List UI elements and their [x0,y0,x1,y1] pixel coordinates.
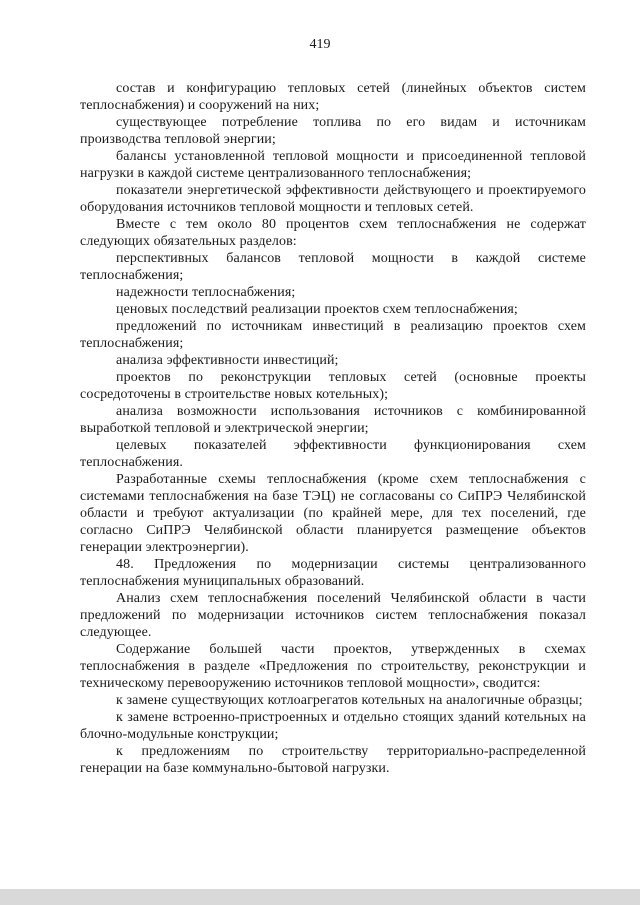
paragraph: целевых показателей эффективности функционирования схем теплоснабжения. [80,438,586,470]
paragraph: состав и конфигурацию тепловых сетей (линейных объектов систем теплоснабжения) и сооружений на них; [80,81,586,113]
paragraph: Разработанные схемы теплоснабжения (кроме схем теплоснабжения с системами теплоснабжения на базе ТЭЦ) не согласованы со СиПРЭ Челябинской области и требуют актуализации (по крайней мере, для тех поселений, где согласно СиПРЭ Челябинской области планируется размещение объектов генерации электроэнергии). [80,472,586,555]
paragraph: перспективных балансов тепловой мощности в каждой системе теплоснабжения; [80,251,586,283]
section-heading: 48. Предложения по модернизации системы централизованного теплоснабжения муниципальных образований. [80,557,586,589]
paragraph: проектов по реконструкции тепловых сетей (основные проекты сосредоточены в строительстве новых котельных); [80,370,586,402]
paragraph: анализа возможности использования источников с комбинированной выработкой тепловой и электрической энергии; [80,404,586,436]
paragraph: к предложениям по строительству территориально-распределенной генерации на базе коммунально-бытовой нагрузки. [80,744,586,776]
paragraph: ценовых последствий реализации проектов схем теплоснабжения; [116,302,518,317]
paragraph: существующее потребление топлива по его видам и источникам производства тепловой энергии; [80,115,586,147]
body-text [80,80,586,777]
paragraph: балансы установленной тепловой мощности и присоединенной тепловой нагрузки в каждой системе централизованного теплоснабжения; [80,149,586,181]
paragraph: Анализ схем теплоснабжения поселений Челябинской области в части предложений по модернизации источников систем теплоснабжения показал следующее. [80,591,586,640]
paragraph: показатели энергетической эффективности действующего и проектируемого оборудования источников тепловой мощности и тепловых сетей. [80,183,586,215]
paragraph: предложений по источникам инвестиций в реализацию проектов схем теплоснабжения; [80,319,586,351]
paragraph: к замене встроенно-пристроенных и отдельно стоящих зданий котельных на блочно-модульные конструкции; [80,710,586,742]
paragraph: анализа эффективности инвестиций; [116,353,339,368]
page-number: 419 [309,37,331,52]
scan-bottom-edge [0,889,640,905]
paragraph: к замене существующих котлоагрегатов котельных на аналогичные образцы; [116,693,583,708]
paragraph: надежности теплоснабжения; [116,285,296,300]
paragraph: Содержание большей части проектов, утвержденных в схемах теплоснабжения в разделе «Предложения по строительству, реконструкции и техническому перевооружению источников тепловой мощности», сводится: [80,642,586,691]
paragraph: Вместе с тем около 80 процентов схем теплоснабжения не содержат следующих обязательных разделов: [80,217,586,249]
